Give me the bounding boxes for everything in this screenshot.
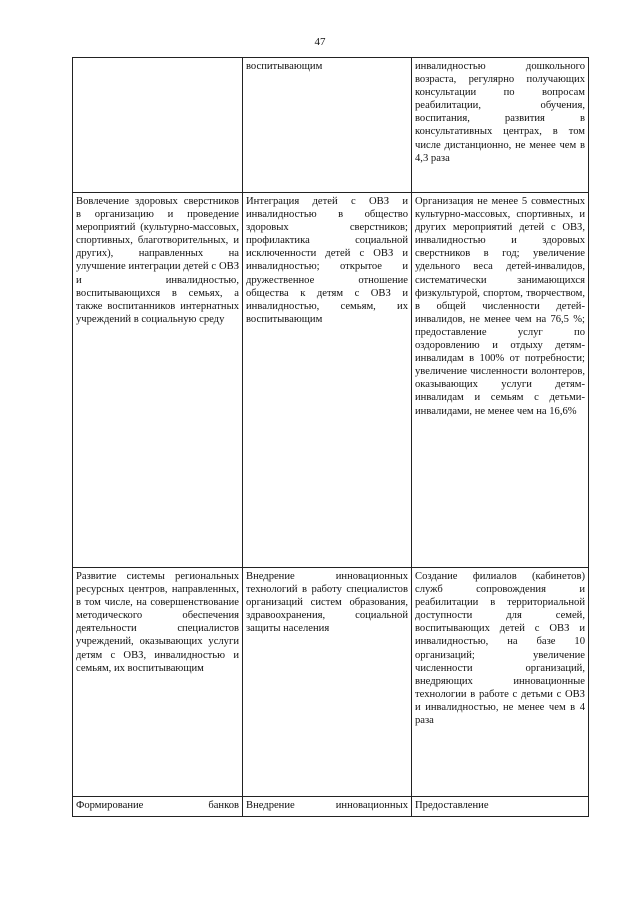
- table-row: [73, 58, 589, 193]
- row1-col3-cell: инвалидностью дошкольного возраста, регулярно получающих консультации по вопросам реабилитации, обучения, воспитания, развития в консультативных центрах, в том числе дистанционно, не менее чем в 4,3 раза: [412, 58, 589, 193]
- row4-col3-cell: Предоставление: [412, 797, 589, 817]
- row1-col1-cell: [73, 58, 243, 193]
- row2-col1-cell: Вовлечение здоровых сверстников в организацию и проведение мероприятий (культурно-массовых, спортивных, благотворительных, и других), направленных на улучшение интеграции детей с ОВЗ и инвалидностью, воспитывающихся в семьях, а также воспитанников интернатных учреждений в социальную среду: [73, 193, 243, 568]
- row2-col3-cell: Организация не менее 5 совместных культурно-массовых, спортивных, и других мероприятий детей с ОВЗ, инвалидностью и здоровых сверстников в год; увеличение удельного веса детей-инвалидов, систематически занимающихся физкультурой, спортом, творчеством, в общей численности детей-инвалидов, не менее чем на 76,5 %; предоставление услуг по оздоровлению и отдыху детям-инвалидам в 100% от потребности; увеличение численности волонтеров, оказывающих услуги детям-инвалидам и семьям с детьми-инвалидами, не менее чем на 16,6%: [412, 193, 589, 568]
- row3-col2-cell: Внедрение инновационных технологий в работу специалистов организаций систем образования, здравоохранения, социальной защиты населения: [243, 568, 412, 797]
- table-row: [73, 193, 589, 568]
- page-number: 47: [314, 36, 326, 48]
- row4-col1-cell: Формирование банков: [73, 797, 243, 817]
- row3-col1-cell: Развитие системы региональных ресурсных центров, направленных, в том числе, на совершенствование методического обеспечения деятельности специалистов учреждений, оказывающих услуги детям с ОВЗ, инвалидностью и семьям, их воспитывающим: [73, 568, 243, 797]
- row3-col3-cell: Создание филиалов (кабинетов) служб сопровождения и реабилитации в территориальной доступности для семей, воспитывающих детей с ОВЗ и инвалидностью, на базе 10 организаций; увеличение численности организаций, внедряющих инновационные технологии в работе с детьми с ОВЗ и инвалидностью, не менее чем в 4 раза: [412, 568, 589, 797]
- row4-col2-cell: Внедрение инновационных: [243, 797, 412, 817]
- row1-col2-cell: воспитывающим: [243, 58, 412, 193]
- table-row: [73, 797, 589, 817]
- measures-table: [72, 57, 589, 817]
- row2-col2-cell: Интеграция детей с ОВЗ и инвалидностью в общество здоровых сверстников; профилактика социальной исключенности детей с ОВЗ и инвалидностью; открытое и дружественное отношение общества к детям с ОВЗ и инвалидностью, семьям, их воспитывающим: [243, 193, 412, 568]
- table-row: [73, 568, 589, 797]
